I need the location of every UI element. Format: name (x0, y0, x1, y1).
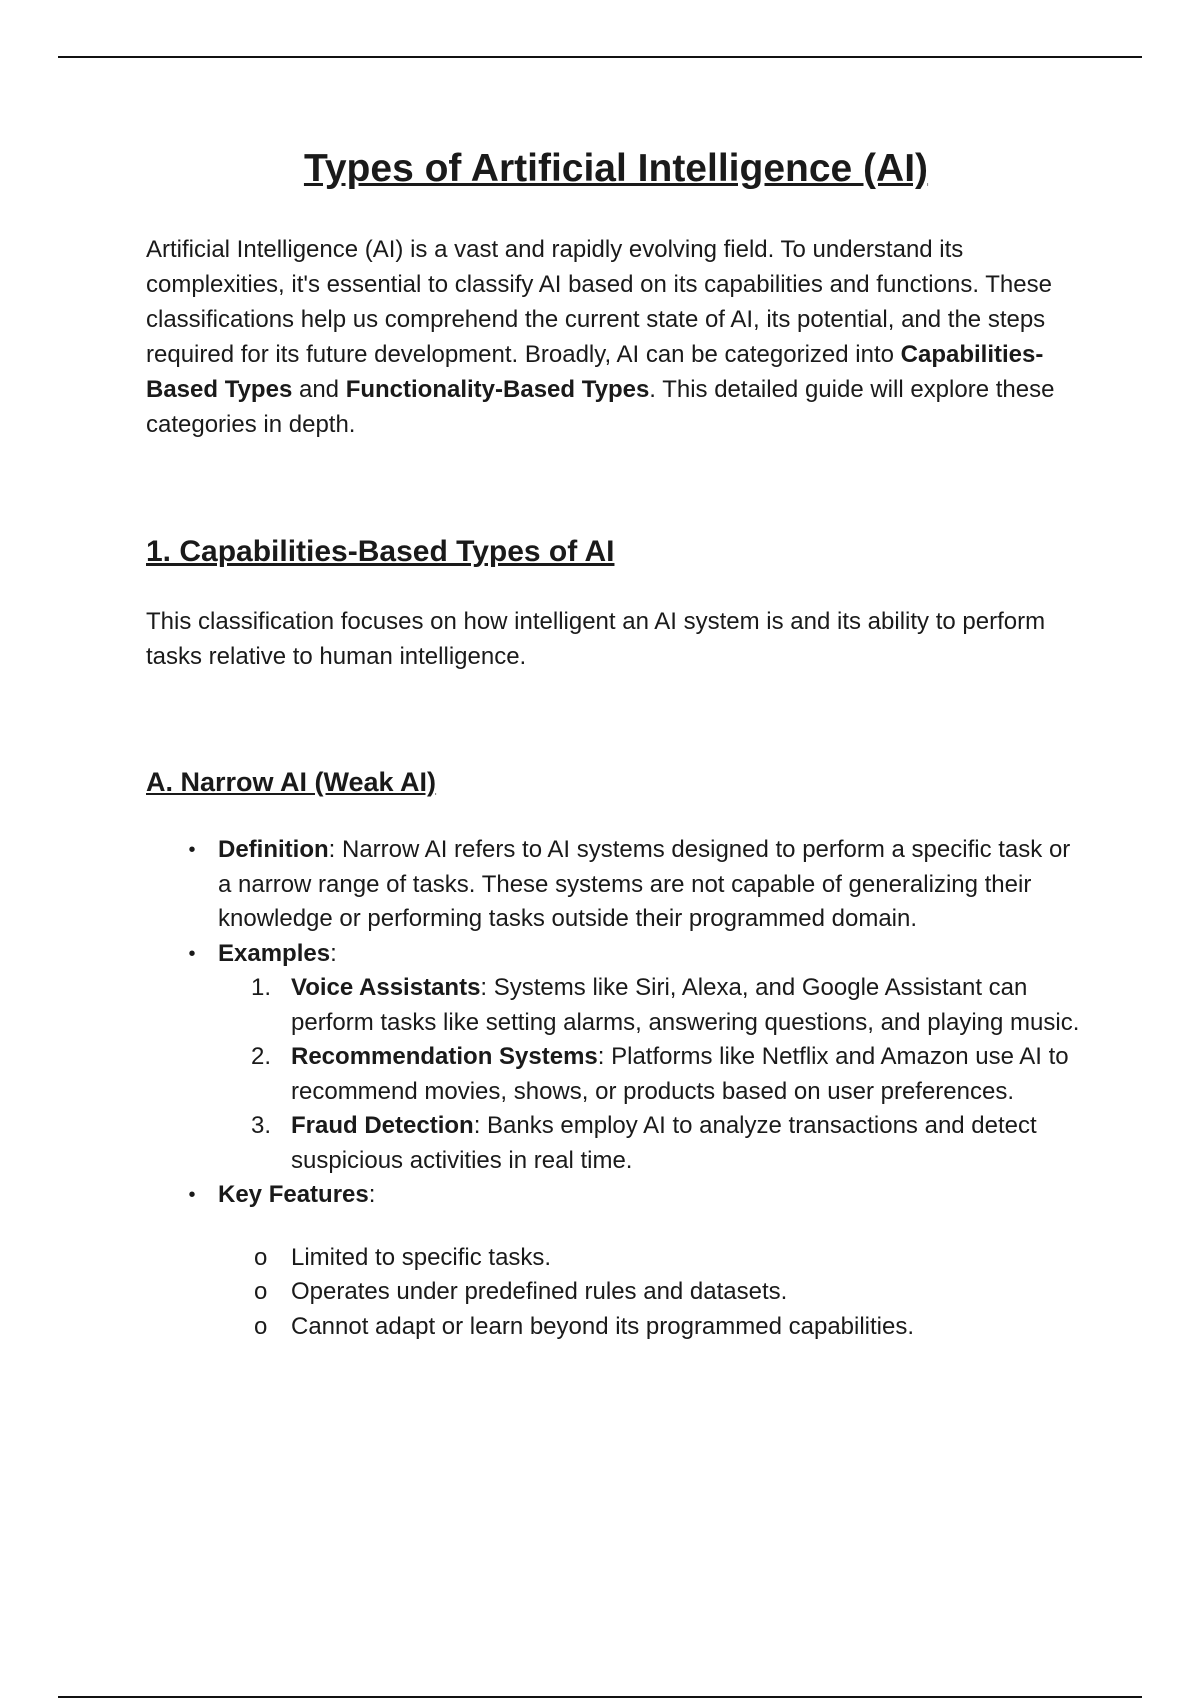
feature-item (146, 1241, 1086, 1276)
document-title: Types of Artificial Intelligence (AI) (303, 147, 929, 190)
example-item (146, 971, 1086, 1040)
example-item (146, 1040, 1086, 1109)
key-features-list (146, 1241, 1086, 1345)
example-label: Voice Assistants (291, 974, 481, 1001)
example-number: 1. (251, 974, 272, 1001)
feature-text: Limited to specific tasks. (291, 1243, 552, 1271)
definition-text: : Narrow AI refers to AI systems designed to perform a specific task or a narrow range of tasks. These systems are not capable of generalizing their knowledge or performing tasks outside their programmed domain. (218, 836, 1071, 932)
definition-label: Definition (218, 836, 329, 863)
intro-text-3: . This detailed guide will explore these categories in depth. (146, 376, 1055, 438)
example-label: Recommendation Systems (291, 1043, 598, 1070)
feature-text: Cannot adapt or learn beyond its programmed capabilities. (291, 1312, 915, 1340)
key-features-colon: : (368, 1181, 376, 1208)
definition-item (146, 833, 1086, 937)
feature-item (146, 1310, 1086, 1345)
intro-text-2: and (292, 376, 346, 403)
examples-item (146, 937, 1086, 972)
section-a-heading: A. Narrow AI (Weak AI) (146, 767, 437, 797)
example-item (146, 1109, 1086, 1178)
section-1-paragraph: This classification focuses on how intelligent an AI system is and its ability to perform tasks relative to human intelligence. (146, 608, 1046, 670)
bullet-mark: • (188, 839, 196, 861)
feature-text: Operates under predefined rules and datasets. (291, 1278, 788, 1305)
top-rule (58, 56, 1142, 58)
example-number: 2. (251, 1043, 272, 1070)
key-features-label: Key Features (218, 1181, 369, 1208)
examples-label: Examples (218, 939, 331, 967)
sub-bullet-mark: o (254, 1312, 268, 1340)
section-1-heading: 1. Capabilities-Based Types of AI (146, 535, 615, 568)
intro-paragraph (146, 232, 1086, 442)
feature-item (146, 1275, 1086, 1310)
example-text: : Banks employ AI to analyze transactions and detect suspicious activities in real time. (291, 1112, 1037, 1174)
bottom-rule (58, 1696, 1142, 1698)
examples-list (146, 971, 1086, 1178)
narrow-ai-list (146, 833, 1086, 1344)
example-text: : Platforms like Netflix and Amazon use AI to recommend movies, shows, or products based on user preferences. (291, 1043, 1069, 1105)
example-number: 3. (251, 1112, 272, 1139)
example-text: : Systems like Siri, Alexa, and Google Assistant can perform tasks like setting alarms, answering questions, and playing music. (291, 974, 1080, 1036)
bullet-mark: • (188, 942, 196, 965)
intro-bold-capabilities: Capabilities-Based Types (146, 341, 1044, 403)
example-label: Fraud Detection (291, 1112, 474, 1139)
bullet-mark: • (188, 1184, 196, 1206)
intro-bold-functionality: Functionality-Based Types (345, 376, 650, 403)
key-features-item (146, 1178, 1086, 1213)
intro-text-1: Artificial Intelligence (AI) is a vast and rapidly evolving field. To understand its complexities, it's essential to classify AI based on its capabilities and functions. These classifications help us comprehend the current state of AI, its potential, and the steps required for its future development. Broadly, AI can be categorized into (146, 236, 1052, 368)
sub-bullet-mark: o (254, 1278, 268, 1305)
examples-colon: : (330, 939, 337, 967)
sub-bullet-mark: o (254, 1243, 268, 1271)
